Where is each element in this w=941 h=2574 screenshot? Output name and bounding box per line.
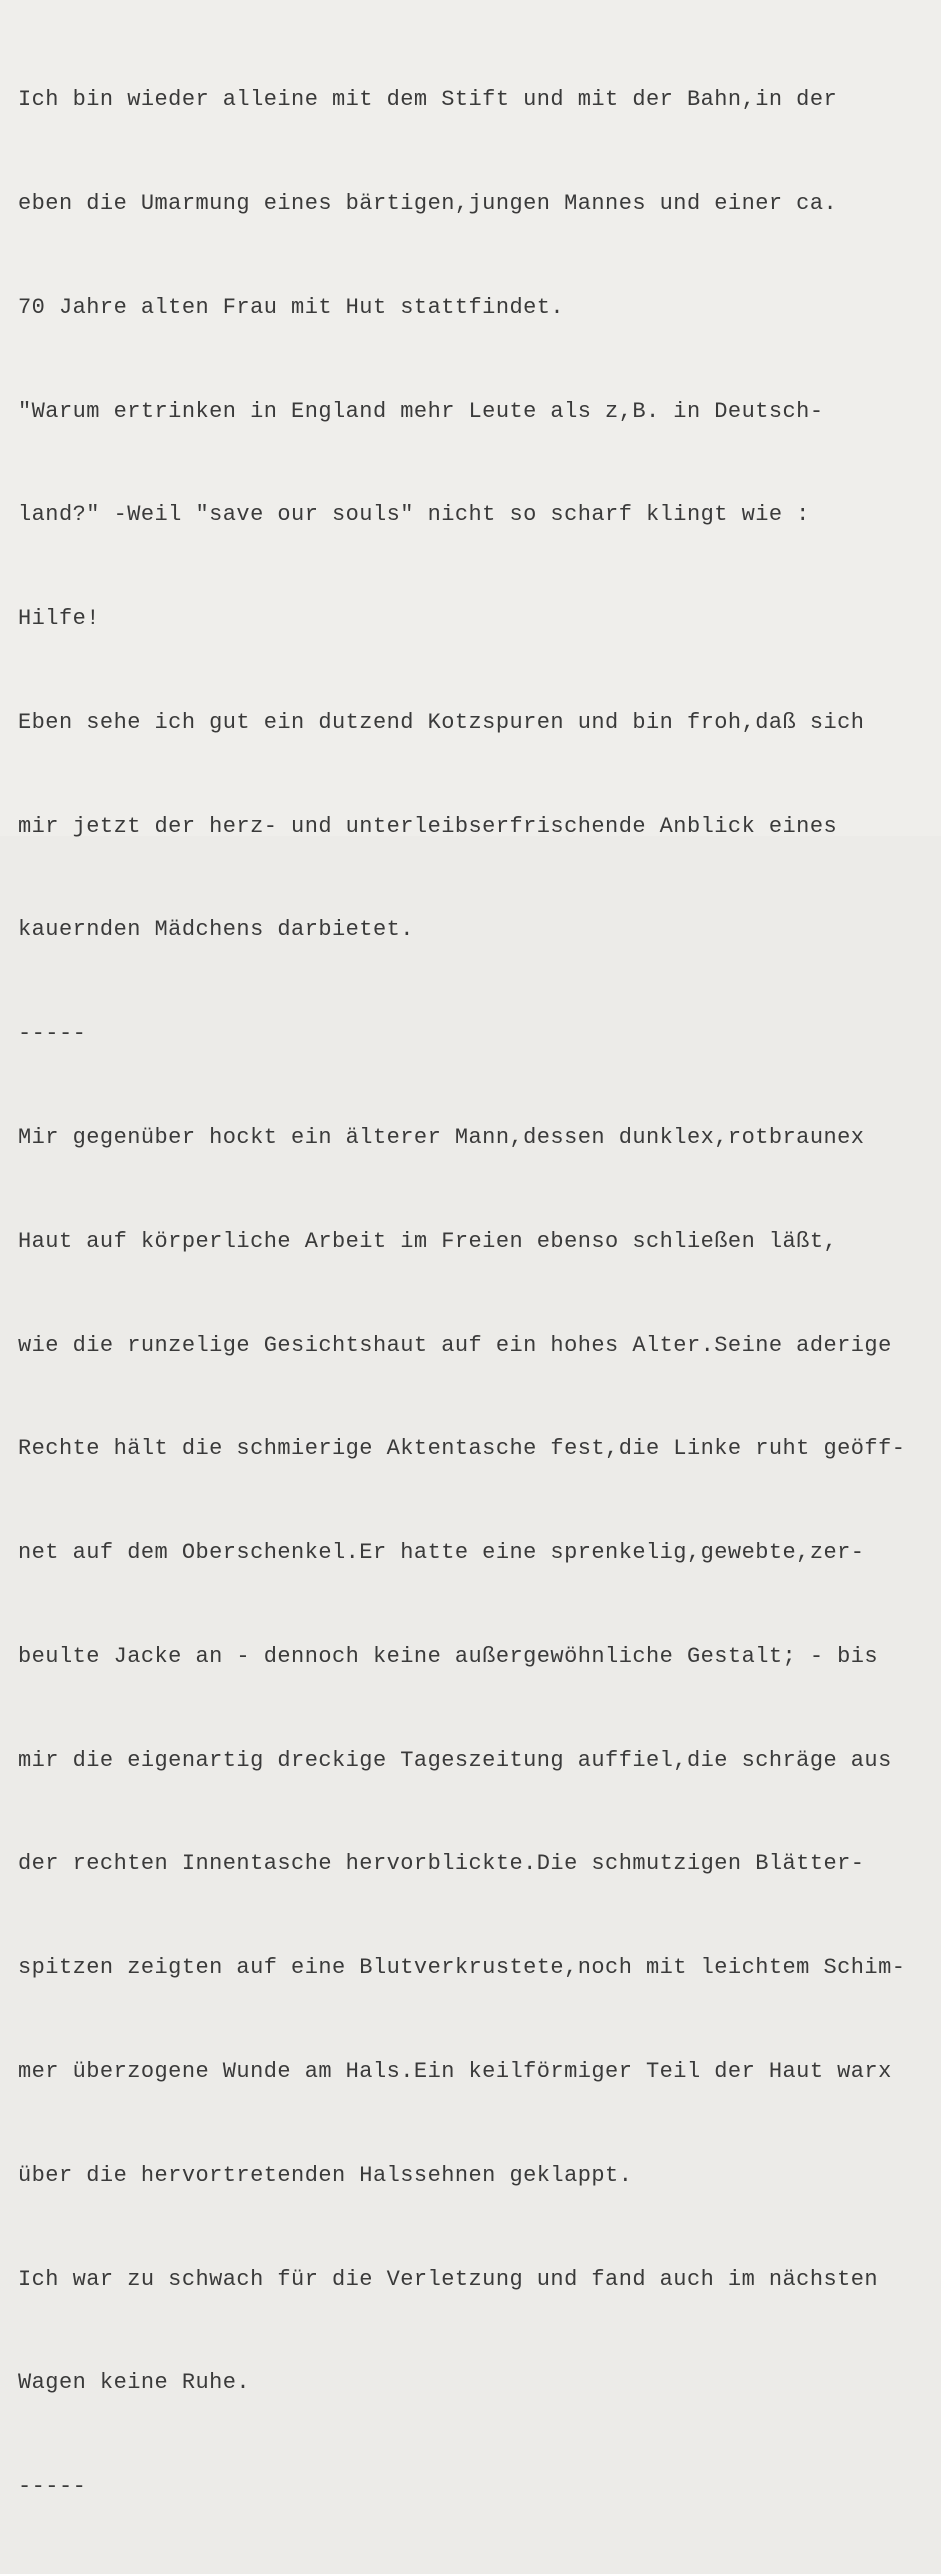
text-line: "Warum ertrinken in England mehr Leute als z,B. in Deutsch-: [18, 398, 824, 424]
text-line: spitzen zeigten auf eine Blutverkrustete,noch mit leichtem Schim-: [18, 1955, 906, 1981]
text-line: Wagen keine Ruhe.: [18, 2370, 251, 2396]
text-line: mer überzogene Wunde am Hals.Ein keilförmiger Teil der Haut warx: [18, 2059, 892, 2085]
text-line: net auf dem Oberschenkel.Er hatte eine sprenkelig,gewebte,zer-: [18, 1540, 865, 1566]
text-line: Rechte hält die schmierige Aktentasche fest,die Linke ruht geöff-: [18, 1436, 906, 1462]
text-line: wie die runzelige Gesichtshaut auf ein hohes Alter.Seine aderige: [18, 1332, 892, 1358]
text-line: Haut auf körperliche Arbeit im Freien ebenso schließen läßt,: [18, 1228, 838, 1254]
text-line: der rechten Innentasche hervorblickte.Die schmutzigen Blätter-: [18, 1851, 865, 1877]
text-line: eben die Umarmung eines bärtigen,jungen Mannes und einer ca.: [18, 190, 838, 216]
text-line: Eben sehe ich gut ein dutzend Kotzspuren und bin froh,daß sich: [18, 709, 865, 735]
text-line: Ich war zu schwach für die Verletzung und fand auch im nächsten: [18, 2266, 879, 2292]
text-line: beulte Jacke an - dennoch keine außergewöhnliche Gestalt; - bis: [18, 1643, 879, 1669]
text-line: Hilfe!: [18, 606, 100, 632]
text-line: Mir gegenüber hockt ein älterer Mann,dessen dunklex,rotbraunex: [18, 1125, 865, 1150]
text-line: über die hervortretenden Halssehnen geklappt.: [18, 2162, 633, 2188]
text-line: 70 Jahre alten Frau mit Hut stattfindet.: [18, 294, 565, 320]
text-line: mir die eigenartig dreckige Tageszeitung auffiel,die schräge aus: [18, 1747, 892, 1773]
typewritten-text: [18, 14, 905, 2574]
text-line: land?" -Weil "save our souls" nicht so scharf klingt wie :: [18, 502, 810, 528]
section-divider: -----: [18, 1021, 87, 1047]
text-line: mir jetzt der herz- und unterleibserfrischende Anblick eines: [18, 813, 838, 839]
section-divider: -----: [18, 2474, 87, 2500]
text-line: Ich bin wieder alleine mit dem Stift und mit der Bahn,in der: [18, 87, 838, 113]
text-line: kauernden Mädchens darbietet.: [18, 917, 414, 943]
